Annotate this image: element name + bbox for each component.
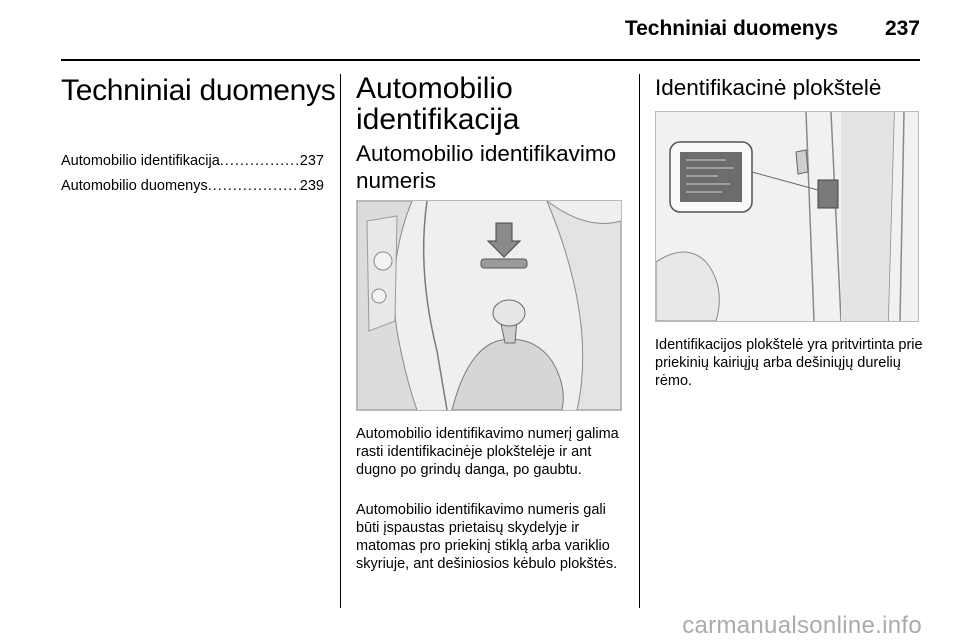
section-heading: Identifikacinė plokštelė (655, 75, 882, 100)
body-paragraph: Automobilio identifikavimo numerį galima rasti identifikacinėje plokštelėje ir ant dugno po grindų danga, po gaubtu. (356, 426, 619, 478)
toc-leader-dots (208, 175, 300, 197)
toc-leader-dots (220, 150, 300, 172)
page-number: 237 (884, 17, 920, 40)
toc-entry-label: Automobilio duomenys (61, 178, 208, 194)
toc-entry-label: Automobilio identifikacija (61, 153, 220, 169)
toc-entry-page: 237 (299, 153, 324, 169)
gear-shifter-illustration (356, 200, 622, 411)
toc-entry-page: 239 (299, 178, 324, 194)
toc-entry[interactable] (61, 175, 324, 197)
toc-entry[interactable] (61, 150, 324, 172)
chapter-title: Techniniai duomenys (61, 74, 336, 107)
body-paragraph: Identifikacijos plokštelė yra pritvirtinta prie priekinių kairiųjų arba dešiniųjų durelių rėmo. (655, 337, 923, 389)
header-rule (61, 59, 920, 61)
section-heading: Automobilio identifikacija (356, 72, 520, 136)
running-title: Techniniai duomenys (624, 17, 838, 40)
door-frame-plate-illustration (655, 111, 919, 322)
column-divider-1 (340, 74, 341, 608)
column-divider-2 (639, 74, 640, 608)
section-subheading: Automobilio identifikavimo numeris (356, 141, 617, 193)
watermark: carmanualsonline.info (682, 612, 922, 639)
body-paragraph: Automobilio identifikavimo numeris gali būti įspaustas prietaisų skydelyje ir matomas pro priekinį stiklą arba variklio skyriuje, ant dešiniosios kėbulo plokštės. (356, 502, 618, 572)
